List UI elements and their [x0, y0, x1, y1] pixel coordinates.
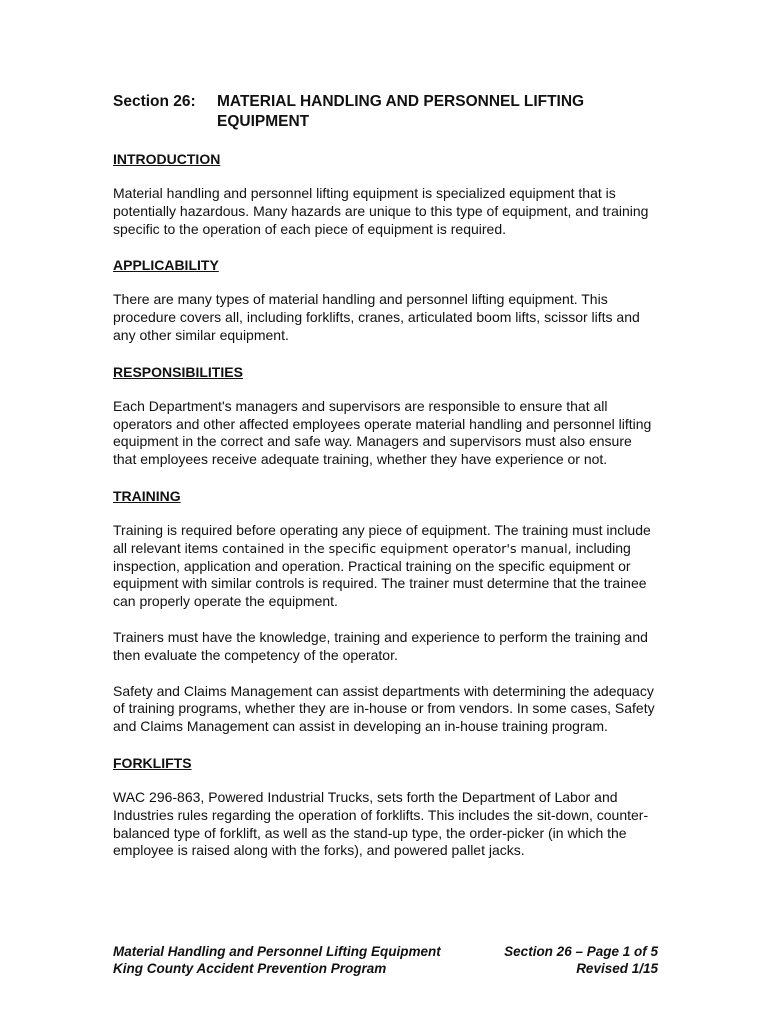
introduction-text: Material handling and personnel lifting equipment is specialized equipment that is potentially hazardous. Many hazards are unique to this type of equipment, and training specific to the operation of each piece of equipment is required. — [113, 185, 649, 237]
training-text-1-manual: contained in the specific equipment operator's manual, — [221, 540, 572, 556]
footer-program-name: King County Accident Prevention Program — [113, 961, 387, 976]
footer-revised-date: Revised 1/15 — [576, 961, 658, 976]
section-label: Section 26: — [113, 93, 196, 110]
training-heading: TRAINING — [113, 487, 181, 504]
footer-page-reference: Section 26 – Page 1 of 5 — [504, 944, 658, 959]
training-text-1-start: Training is required before operating any piece of equipment. The training must include all relevant items — [113, 521, 651, 556]
section-heading — [217, 92, 658, 132]
section-title — [113, 92, 658, 132]
section-title-line-1: MATERIAL HANDLING AND PERSONNEL LIFTING — [217, 93, 585, 110]
training-text-2: Trainers must have the knowledge, training and experience to perform the training and then evaluate the competency of the operator. — [113, 628, 648, 663]
responsibilities-text: Each Department's managers and supervisors are responsible to ensure that all operators and other affected employees operate material handling and personnel lifting equipment in the correct and safe way. Managers and supervisors must also ensure that employees receive adequate training, whether they have experience or not. — [113, 397, 652, 468]
footer-document-title: Material Handling and Personnel Lifting Equipment — [113, 944, 441, 959]
applicability-heading: APPLICABILITY — [113, 257, 219, 274]
document-body — [113, 92, 658, 860]
training-text-1 — [113, 522, 658, 611]
applicability-text: There are many types of material handling and personnel lifting equipment. This procedure covers all, including forklifts, cranes, articulated boom lifts, scissor lifts and any other similar equipment. — [113, 291, 640, 343]
training-text-1-end: including inspection, application and operation. Practical training on the specific equipment or equipment with similar controls is required. The trainer must determine that the trainee can properly operate the equipment. — [113, 539, 647, 610]
page-footer — [113, 943, 658, 977]
responsibilities-heading: RESPONSIBILITIES — [113, 363, 243, 380]
forklifts-text: WAC 296-863, Powered Industrial Trucks, sets forth the Department of Labor and Industries rules regarding the operation of forklifts. This includes the sit-down, counter-balanced type of forklift, as well as the stand-up type, the order-picker (in which the employee is raised along with the forks), and powered pallet jacks. — [113, 788, 649, 859]
training-text-3: Safety and Claims Management can assist departments with determining the adequacy of training programs, whether they are in-house or from vendors. In some cases, Safety and Claims Management can assist in developing an in-house training program. — [113, 682, 655, 735]
introduction-heading: INTRODUCTION — [113, 151, 221, 167]
section-title-line-2: EQUIPMENT — [217, 113, 310, 130]
forklifts-heading: FORKLIFTS — [113, 754, 192, 771]
